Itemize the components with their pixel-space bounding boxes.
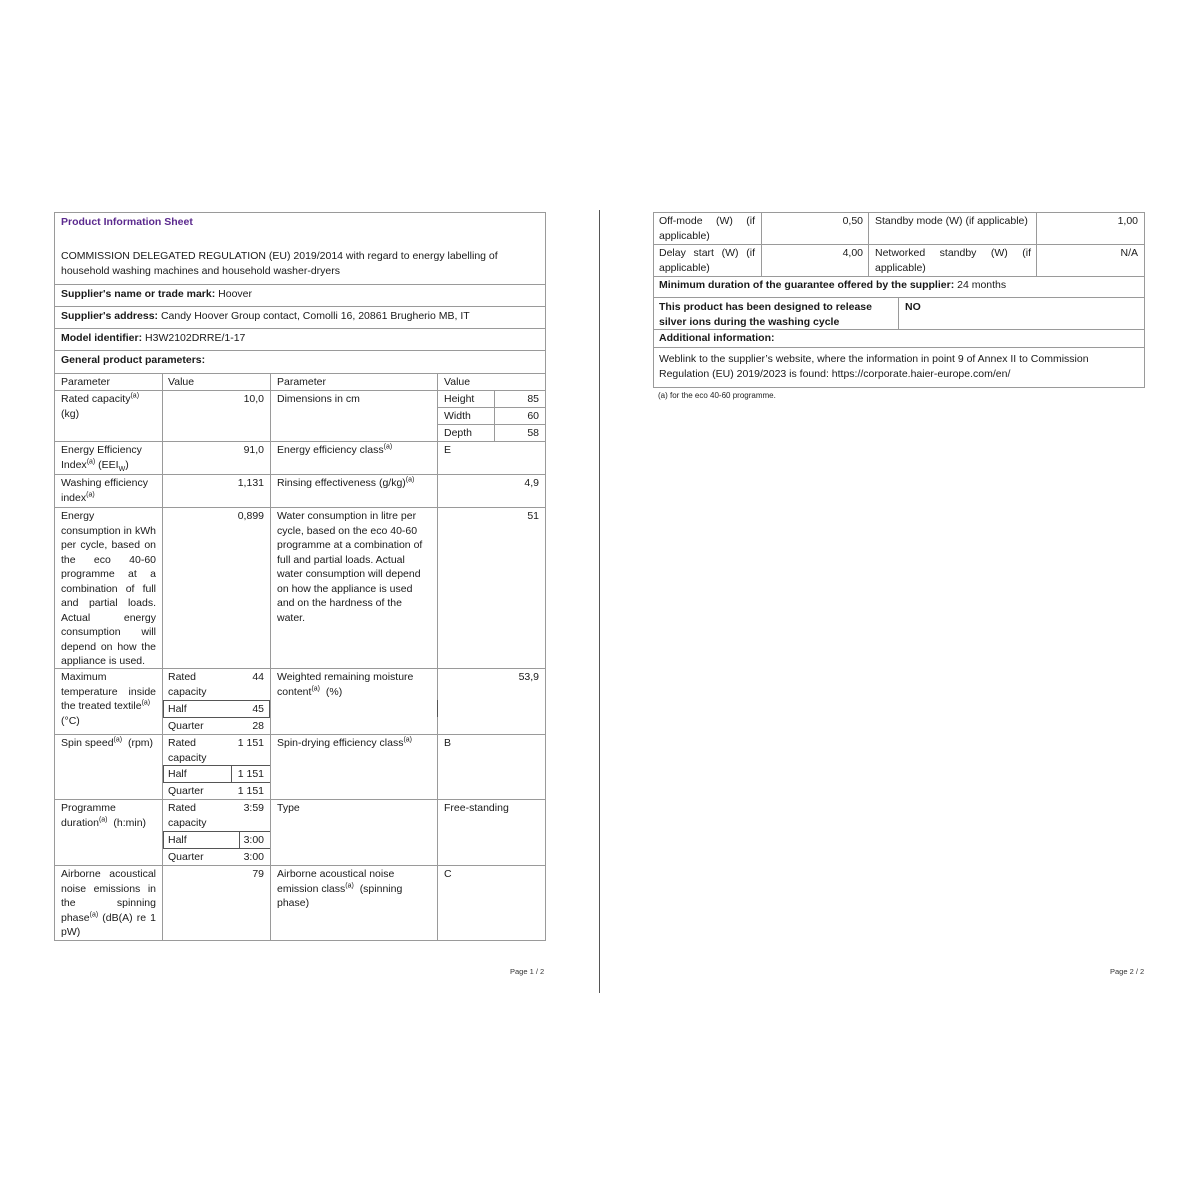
rinsing-label bbox=[277, 476, 414, 491]
duration-label bbox=[61, 801, 157, 830]
footnote-mark: (a) bbox=[141, 699, 151, 707]
energy-class-label bbox=[277, 443, 392, 458]
supplier-address-row bbox=[61, 309, 541, 324]
eei-text-2: Index bbox=[61, 458, 87, 471]
height-value: 85 bbox=[527, 393, 539, 405]
max-temp-rated-label: Rated capacity bbox=[168, 671, 207, 698]
header-value-1: Value bbox=[168, 376, 195, 388]
guarantee-value: 24 months bbox=[957, 279, 1007, 291]
supplier-address-label: Supplier's address: bbox=[61, 310, 159, 322]
duration-half-label: Half bbox=[168, 834, 187, 846]
footnote-text: (a) for the eco 40-60 programme. bbox=[658, 391, 776, 400]
type-label: Type bbox=[277, 802, 300, 814]
moisture-text-2: content bbox=[277, 685, 312, 698]
energy-class-text: Energy efficiency class bbox=[277, 444, 384, 456]
noise-unit: (dB(A) re 1 pW) bbox=[61, 911, 156, 938]
washing-text-1: Washing efficiency bbox=[61, 477, 148, 489]
noise-label bbox=[61, 867, 156, 940]
footnote-mark: (a) bbox=[311, 685, 321, 692]
page-number-2: Page 2 / 2 bbox=[1110, 967, 1145, 976]
spin-half-value: 1 151 bbox=[237, 768, 264, 780]
duration-half-value: 3:00 bbox=[243, 834, 264, 846]
regulation-text: COMMISSION DELEGATED REGULATION (EU) 2019/2014 with regard to energy labelling of household washing machines and household washer-dryers bbox=[61, 250, 498, 277]
spin-quarter-value: 1 151 bbox=[237, 785, 264, 797]
spin-speed-label bbox=[61, 736, 157, 751]
supplier-name-label: Supplier's name or trade mark: bbox=[61, 288, 216, 300]
depth-value: 58 bbox=[527, 427, 539, 439]
noise-class-text: Airborne acoustical noise emission class bbox=[277, 868, 395, 895]
type-value: Free-standing bbox=[444, 802, 509, 814]
model-identifier-label: Model identifier: bbox=[61, 332, 143, 344]
max-temp-quarter-label: Quarter bbox=[168, 720, 204, 732]
general-parameters-label: General product parameters: bbox=[61, 354, 206, 366]
supplier-name-row bbox=[61, 287, 541, 302]
eei-text-1: Energy Efficiency bbox=[61, 444, 142, 456]
washing-efficiency-value: 1,131 bbox=[237, 477, 264, 489]
spin-class-value: B bbox=[444, 737, 452, 749]
spin-class-text: Spin-drying efficiency class bbox=[277, 737, 404, 749]
rinsing-value: 4,9 bbox=[524, 477, 539, 489]
delay-start-label: Delay start (W) (if applicable) bbox=[659, 247, 755, 274]
eei-sub: W bbox=[118, 465, 126, 473]
moisture-value: 53,9 bbox=[518, 671, 539, 683]
weblink-text: Weblink to the supplier’s website, where the information in point 9 of Annex II to Commission Regulation (EU) 2019/2023 is found: https://corporate.haier-europe.com/en/ bbox=[659, 353, 1089, 380]
silver-value: NO bbox=[905, 301, 921, 313]
footnote-mark: (a) bbox=[89, 911, 99, 918]
spin-speed-unit: (rpm) bbox=[127, 737, 154, 749]
eei-value: 91,0 bbox=[243, 444, 264, 456]
eei-close: ) bbox=[125, 458, 129, 471]
duration-unit: (h:min) bbox=[113, 816, 147, 829]
off-mode-label: Off-mode (W) (if applicable) bbox=[659, 215, 755, 242]
footnote-mark: (a) bbox=[86, 491, 95, 498]
standby-value: 1,00 bbox=[1117, 215, 1138, 227]
delay-start-value: 4,00 bbox=[842, 247, 863, 259]
max-temp-half-value: 45 bbox=[252, 703, 264, 715]
rinsing-text: Rinsing effectiveness (g/kg) bbox=[277, 477, 406, 489]
footnote-mark: (a) bbox=[345, 882, 354, 889]
noise-class-label bbox=[277, 867, 433, 911]
duration-rated-label: Rated capacity bbox=[168, 802, 207, 829]
moisture-label bbox=[277, 670, 433, 699]
water-consumption-value: 51 bbox=[527, 510, 539, 522]
width-value: 60 bbox=[527, 410, 539, 422]
header-parameter-2: Parameter bbox=[277, 376, 327, 388]
water-consumption-label: Water consumption in litre per cycle, based on the eco 40-60 programme at a combination of full and partial loads. Actual water consumption will depend on how the appliance is used and on the hardness of the water. bbox=[277, 510, 423, 624]
footnote-mark: (a) bbox=[98, 816, 108, 823]
footnote-mark: (a) bbox=[405, 476, 415, 484]
spin-half-label: Half bbox=[168, 768, 187, 780]
footnote-mark: (a) bbox=[403, 736, 413, 744]
spin-rated-value: 1 151 bbox=[237, 737, 264, 749]
model-identifier-row bbox=[61, 331, 541, 346]
energy-consumption-value: 0,899 bbox=[237, 510, 264, 522]
width-label: Width bbox=[444, 410, 471, 422]
supplier-name: Hoover bbox=[218, 288, 252, 300]
footnote-mark: (a) bbox=[130, 392, 140, 400]
washing-efficiency-label bbox=[61, 476, 157, 505]
eei-label bbox=[61, 443, 157, 472]
additional-info-label: Additional information: bbox=[659, 332, 775, 344]
standby-label: Standby mode (W) (if applicable) bbox=[875, 215, 1028, 227]
page-divider bbox=[599, 210, 600, 993]
footnote-mark: (a) bbox=[113, 736, 123, 744]
energy-consumption-label: Energy consumption in kWh per cycle, based on the eco 40-60 programme at a combination of full and partial loads. Actual energy consumption will depend on how the appliance is used. bbox=[61, 510, 156, 667]
silver-label: This product has been designed to release silver ions during the washing cycle bbox=[659, 301, 872, 328]
dimensions-label: Dimensions in cm bbox=[277, 393, 360, 405]
rated-capacity-label bbox=[61, 392, 157, 421]
footnote-mark: (a) bbox=[383, 443, 393, 451]
spin-quarter-label: Quarter bbox=[168, 785, 204, 797]
page-number-1: Page 1 / 2 bbox=[510, 967, 545, 976]
eei-abbr: (EEI bbox=[98, 458, 119, 471]
networked-standby-value: N/A bbox=[1120, 247, 1138, 259]
duration-text: Programme duration bbox=[61, 802, 116, 829]
duration-quarter-value: 3:00 bbox=[243, 851, 264, 863]
max-temp-quarter-value: 28 bbox=[252, 720, 264, 732]
off-mode-value: 0,50 bbox=[842, 215, 863, 227]
supplier-address: Candy Hoover Group contact, Comolli 16, 20861 Brugherio MB, IT bbox=[160, 310, 470, 322]
page-title: Product Information Sheet bbox=[61, 216, 193, 228]
noise-text: Airborne acoustical noise emissions in the spinning phase bbox=[61, 868, 156, 924]
duration-quarter-label: Quarter bbox=[168, 851, 204, 863]
energy-class-value: E bbox=[444, 444, 452, 456]
header-parameter-1: Parameter bbox=[61, 376, 111, 388]
moisture-unit: (%) bbox=[325, 685, 343, 698]
model-identifier: H3W2102DRRE/1-17 bbox=[145, 332, 246, 344]
networked-standby-label: Networked standby (W) (if applicable) bbox=[875, 247, 1031, 274]
rated-capacity-unit: (kg) bbox=[61, 407, 80, 420]
spin-class-label bbox=[277, 736, 412, 751]
header-value-2: Value bbox=[444, 376, 471, 388]
depth-label: Depth bbox=[444, 427, 473, 439]
noise-class-value: C bbox=[444, 868, 452, 880]
guarantee-row bbox=[659, 278, 1139, 293]
washing-text-2: index bbox=[61, 491, 87, 504]
rated-capacity-value: 10,0 bbox=[243, 393, 264, 405]
footnote-mark: (a) bbox=[86, 458, 96, 465]
max-temp-half-label: Half bbox=[168, 703, 187, 715]
max-temp-unit: (°C) bbox=[61, 714, 80, 727]
max-temperature-label bbox=[61, 670, 156, 728]
rated-capacity-text: Rated capacity bbox=[61, 393, 131, 405]
noise-class-phase: (spinning phase) bbox=[277, 882, 403, 909]
height-label: Height bbox=[444, 393, 475, 405]
noise-value: 79 bbox=[252, 868, 264, 880]
spin-speed-text: Spin speed bbox=[61, 737, 114, 749]
max-temp-rated-value: 44 bbox=[252, 671, 264, 683]
guarantee-label: Minimum duration of the guarantee offered by the supplier: bbox=[659, 279, 955, 291]
max-temp-text: Maximum temperature inside the treated textile bbox=[61, 671, 156, 712]
spin-rated-label: Rated capacity bbox=[168, 737, 207, 764]
duration-rated-value: 3:59 bbox=[243, 802, 264, 814]
moisture-text-1: Weighted remaining moisture bbox=[277, 671, 414, 683]
